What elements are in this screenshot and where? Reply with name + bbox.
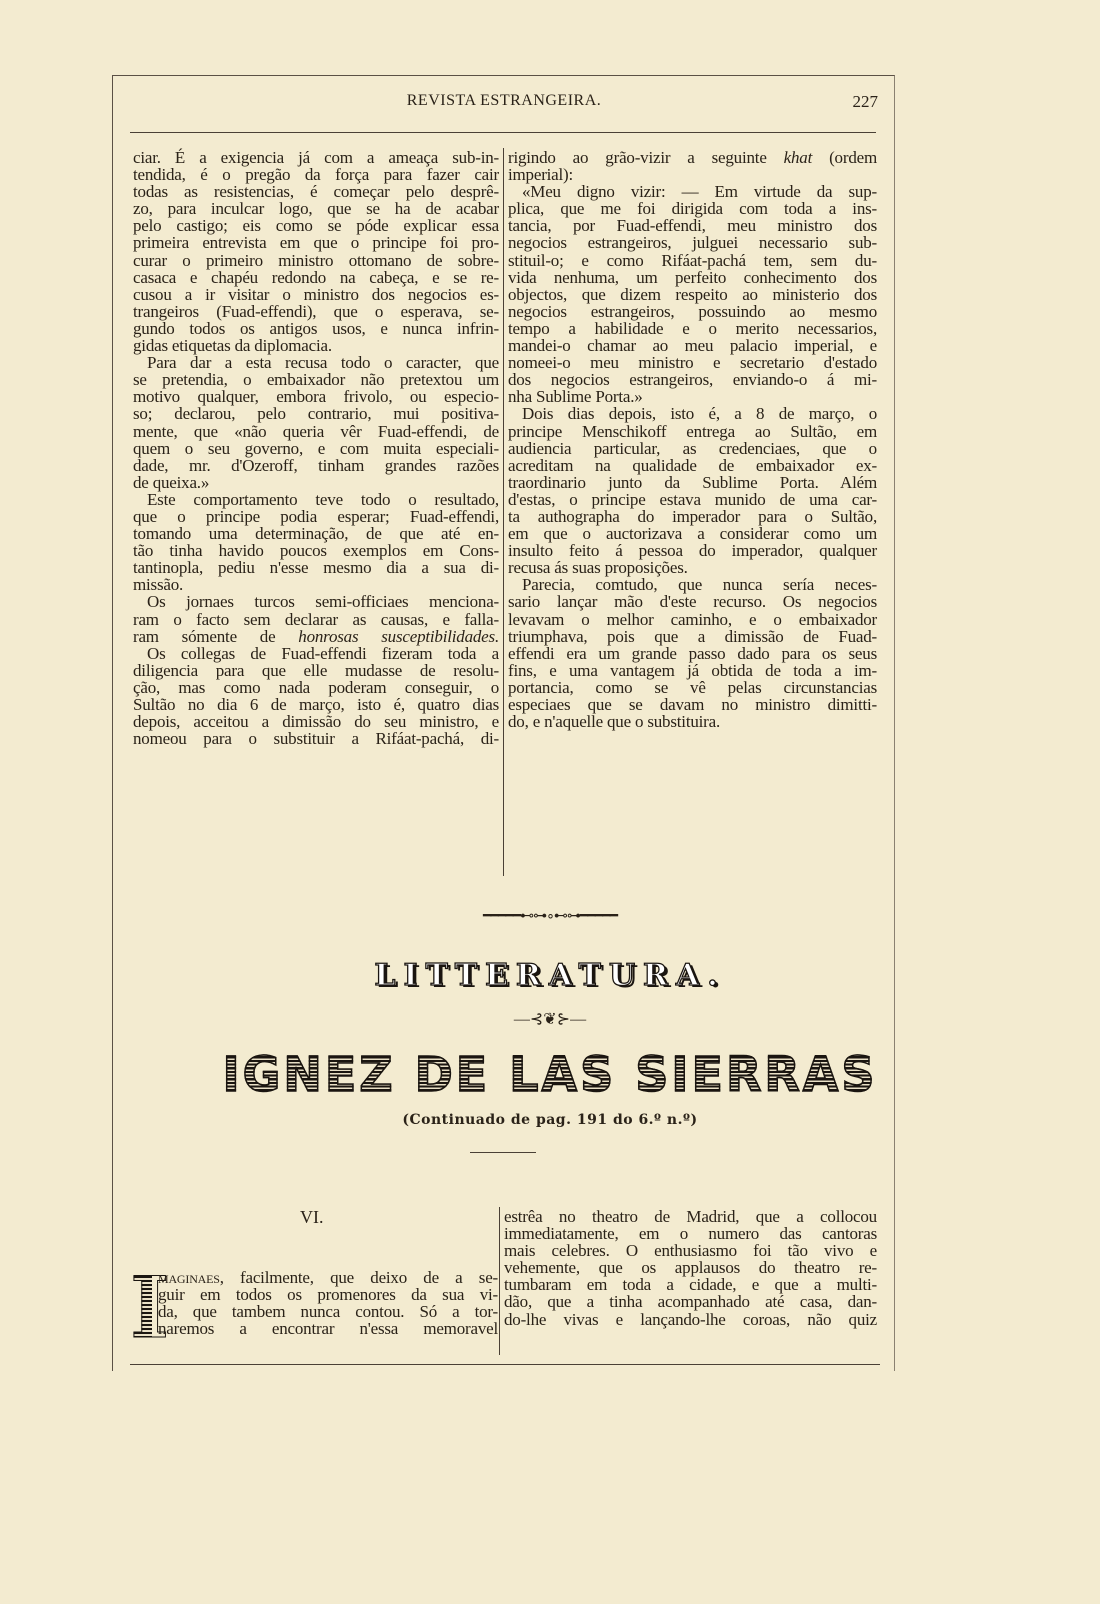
line-text: «Meu digno vizir: — Em virtude da sup-	[522, 182, 877, 202]
line-text: tão tinha havido poucos exemplos em Cons-	[133, 541, 499, 561]
line-text: d'estas, o principe estava munido de uma car-	[508, 489, 877, 509]
line-text: plica, que me foi dirigida com toda a ins-	[508, 199, 877, 219]
line-text: diligencia para que elle mudasse de resolu-	[133, 660, 499, 680]
line-text: naremos a encontrar n'essa memoravel	[158, 1319, 498, 1339]
text-line	[133, 730, 499, 747]
running-title: REVISTA ESTRANGEIRA.	[406, 92, 602, 109]
line-text: effendi era um grande passo dado para os seus	[508, 643, 877, 663]
text-line	[508, 696, 877, 713]
line-text: ção, mas como nada poderam conseguir, o	[133, 677, 499, 697]
text-line	[508, 337, 877, 354]
line-text: missão.	[133, 575, 184, 595]
text-line	[508, 149, 877, 166]
text-line	[508, 474, 877, 491]
divider-ornament: ━━━━━⊷⊶∘⊷⊶━━━━━	[482, 909, 618, 924]
text-line	[504, 1293, 877, 1310]
line-text: Para dar a esta recusa todo o caracter, que	[147, 353, 499, 373]
line-text: gundo todos os antigos usos, e nunca infrin-	[133, 318, 499, 338]
article-left-column	[133, 149, 499, 747]
text-line	[133, 628, 499, 645]
line-text: stituil-o; e como Rifáat-pachá tem, sem du-	[508, 250, 877, 270]
text-line	[504, 1208, 877, 1225]
text-line	[508, 508, 877, 525]
text-line	[508, 234, 877, 251]
text-line	[508, 611, 877, 628]
text-line	[133, 423, 499, 440]
story-right-column	[504, 1208, 877, 1328]
text-line	[133, 303, 499, 320]
text-line	[133, 217, 499, 234]
line-text: se pretendia, o embaixador não pretextou um	[133, 370, 499, 390]
text-line	[133, 542, 499, 559]
line-text: nha Sublime Porta.»	[508, 387, 643, 407]
line-text: curar o primeiro ministro ottomano de sobre-	[133, 250, 499, 270]
text-line	[133, 713, 499, 730]
text-line	[508, 166, 877, 183]
text-line	[508, 183, 877, 200]
text: maginaes	[158, 1268, 220, 1287]
line-text: mais celebres. O enthusiasmo foi tão vivo e	[504, 1241, 877, 1261]
line-text: tempo a habilidade e o merito necessarios,	[508, 318, 877, 338]
text-line	[508, 217, 877, 234]
text-line	[133, 440, 499, 457]
text-line	[504, 1259, 877, 1276]
line-text: audiencia particular, as credenciaes, que o	[508, 438, 877, 458]
line-text: negocios estrangeiros, julguei necessario sub-	[508, 233, 877, 253]
text-line	[133, 525, 499, 542]
subtitle-rule	[470, 1152, 536, 1153]
line-text: Sultão no dia 6 de março, isto é, quatro dias	[133, 695, 499, 714]
text-line	[504, 1225, 877, 1242]
text-line	[508, 269, 877, 286]
text-line	[133, 696, 499, 713]
text-line	[508, 713, 877, 730]
line-text: immediatamente, em o numero das cantoras	[504, 1224, 877, 1244]
text-line	[508, 679, 877, 696]
line-text: imperial):	[508, 165, 574, 185]
text-line	[133, 149, 499, 166]
line-text: ta authographa do imperador para o Sultão,	[508, 506, 877, 526]
text-line	[133, 354, 499, 371]
text-line	[133, 662, 499, 679]
line-text: Parecia, comtudo, que nunca sería neces-	[522, 575, 877, 595]
text-line	[504, 1311, 877, 1328]
text-line	[508, 457, 877, 474]
line-text: estrêa no theatro de Madrid, que a collocou	[504, 1207, 877, 1226]
line-text: tendida, é o pregão da força para fazer cair	[133, 165, 499, 185]
text-line	[133, 508, 499, 525]
text-line	[508, 320, 877, 337]
line-text: recusa ás suas proposições.	[508, 558, 688, 578]
line-text: especiaes que se davam no ministro dimitti-	[508, 695, 877, 714]
line-text: nomeei-o meu ministro e secretario d'estado	[508, 353, 877, 373]
line-text: quem o seu governo, e com muita especiali-	[133, 438, 499, 458]
line-text: trangeiros (Fuad-effendi), que o esperava, se-	[133, 301, 499, 321]
text-line	[508, 525, 877, 542]
text-line	[133, 645, 499, 662]
line-text: traordinario junto da Sublime Porta. Além	[508, 472, 877, 492]
line-text: motivo qualquer, embora frivolo, ou especio-	[133, 387, 499, 407]
italic-text: honrosas susceptibilidades.	[298, 626, 499, 646]
line-text: acreditam na qualidade de embaixador ex-	[508, 455, 877, 475]
line-text: insulto feito á pessoa do imperador, qualquer	[508, 541, 877, 561]
line-text: principe Menschikoff entrega ao Sultão, em	[508, 421, 877, 441]
line-text: rigindo ao grão-vizir a seguinte	[508, 148, 784, 167]
page-header	[130, 92, 878, 114]
text-line	[133, 183, 499, 200]
line-text: zo, para inculcar logo, que se ha de acabar	[133, 199, 499, 219]
text-line	[158, 1320, 498, 1337]
text-line	[158, 1303, 498, 1320]
text-line	[508, 645, 877, 662]
line-text: da, que tambem nunca contou. Só a tor-	[158, 1302, 498, 1322]
line-text: do, e n'aquelle que o substituira.	[508, 712, 721, 732]
text-line	[133, 269, 499, 286]
line-text: Os collegas de Fuad-effendi fizeram toda a	[147, 643, 499, 663]
text-line	[158, 1286, 498, 1303]
page-number: 227	[852, 92, 878, 111]
text-line	[508, 542, 877, 559]
line-text: ciar. É a exigencia já com a ameaça sub-in-	[133, 148, 499, 167]
line-text: dade, mr. d'Ozeroff, tinham grandes razões	[133, 455, 499, 475]
italic-text: khat	[783, 148, 813, 167]
story-column-divider	[499, 1207, 500, 1355]
line-text: vida nenhuma, um perfeito conhecimento dos	[508, 267, 877, 287]
line-text: depois, acceitou a dimissão do seu ministro, e	[133, 712, 499, 732]
text-line	[133, 457, 499, 474]
line-text: tumbaram em toda a cidade, e que a multi-	[504, 1275, 877, 1295]
line-text: portancia, como se vê pelas circunstancias	[508, 677, 877, 697]
text-line	[508, 576, 877, 593]
text-line	[133, 234, 499, 251]
text-line	[133, 593, 499, 610]
text-line	[508, 252, 877, 269]
line-text: em que o auctorizava a considerar como um	[508, 524, 877, 544]
line-text: dos negocios estrangeiros, enviando-o á mi-	[508, 370, 877, 390]
text-line	[508, 286, 877, 303]
text-line	[508, 423, 877, 440]
line-text: tancia, por Fuad-effendi, meu ministro dos	[508, 216, 877, 236]
line-text: do-lhe vivas e lançando-lhe coroas, não quiz	[504, 1309, 877, 1329]
text-line	[508, 440, 877, 457]
line-text: de queixa.»	[133, 472, 210, 492]
column-divider	[503, 148, 504, 876]
story-subtitle: (Continuado de pag. 191 do 6.º n.º)	[402, 1112, 698, 1128]
line-text: levavam o melhor caminho, e o embaixador	[508, 609, 877, 629]
title-ornament: —⊰❦⊱—	[513, 1011, 587, 1028]
text-line	[508, 405, 877, 422]
text-line	[508, 303, 877, 320]
line-text: triumphava, pois que a dimissão de Fuad-	[508, 626, 877, 646]
line-text: guir em todos os promenores da sua vi-	[158, 1285, 498, 1305]
line-text: cusou a ir visitar o ministro dos negocios es-	[133, 284, 499, 304]
text-line	[133, 491, 499, 508]
text-line	[508, 371, 877, 388]
text-line	[133, 252, 499, 269]
text-line	[508, 628, 877, 645]
text-line	[133, 337, 499, 354]
text-line	[133, 200, 499, 217]
line-text: fins, e uma vantagem já obtida de toda a im-	[508, 660, 877, 680]
text-line	[508, 593, 877, 610]
text-line	[133, 320, 499, 337]
text-line	[508, 354, 877, 371]
text-line	[133, 576, 499, 593]
bottom-rule	[130, 1364, 880, 1365]
chapter-number: VI.	[300, 1207, 324, 1227]
line-text: tantinopla, pediu n'esse mesmo dia a sua di-	[133, 558, 499, 578]
line-text: ram o facto sem declarar as causas, e falla-	[133, 609, 499, 629]
text-line	[133, 474, 499, 491]
text-line	[508, 662, 877, 679]
text-line	[133, 405, 499, 422]
text-line	[133, 679, 499, 696]
line-text: dão, que a tinha acompanhado até casa, dan-	[504, 1292, 877, 1312]
line-text: vehemente, que os applausos do theatro re-	[504, 1258, 877, 1278]
line-text: nomeou para o substituir a Rifáat-pachá, di-	[133, 729, 499, 749]
text-line	[504, 1242, 877, 1259]
line-text: primeira entrevista em que o principe foi pro-	[133, 233, 499, 253]
text: (ordem	[812, 148, 877, 167]
text-line	[133, 286, 499, 303]
line-text: mandei-o chamar ao meu palacio imperial, e	[508, 336, 877, 356]
line-text: Os jornaes turcos semi-officiaes menciona-	[147, 592, 499, 612]
line-text: objectos, que dizem respeito ao ministerio dos	[508, 284, 877, 304]
text-line	[508, 491, 877, 508]
line-text: so; declarou, pelo contrario, mui positiva-	[133, 404, 499, 424]
text-line	[508, 388, 877, 405]
article-right-column	[508, 149, 877, 730]
line-text: Este comportamento teve todo o resultado,	[147, 489, 499, 509]
text-line	[133, 611, 499, 628]
line-text: casaca e chapéu redondo na cabeça, e se re-	[133, 267, 499, 287]
story-title: IGNEZ DE LAS SIERRAS	[0, 1046, 1100, 1103]
text-line	[133, 371, 499, 388]
text-line	[504, 1276, 877, 1293]
line-text: sario lançar mão d'este recurso. Os negocios	[508, 592, 877, 612]
line-text: que o principe podia esperar; Fuad-effendi,	[133, 506, 499, 526]
line-text: pelo castigo; eis como se póde explicar essa	[133, 216, 499, 236]
text-line	[133, 388, 499, 405]
drop-cap: I	[130, 1258, 170, 1357]
line-text: mente, que «não queria vêr Fuad-effendi, de	[133, 421, 499, 441]
line-text: , facilmente, que deixo de a se-	[219, 1268, 498, 1287]
line-text: Dois dias depois, isto é, a 8 de março, o	[522, 404, 877, 424]
text-line	[133, 166, 499, 183]
text-line	[508, 200, 877, 217]
header-rule	[130, 132, 876, 133]
line-text: ram sómente de	[133, 626, 299, 646]
line-text: gidas etiquetas da diplomacia.	[133, 336, 332, 356]
line-text: todas as resistencias, é começar pelo desprê-	[133, 182, 499, 202]
line-text: tomando uma determinação, de que até en-	[133, 524, 499, 544]
line-text: negocios estrangeiros, possuindo ao mesmo	[508, 301, 877, 321]
section-title: LITTERATURA.	[374, 958, 726, 993]
text-line	[133, 559, 499, 576]
text-line	[508, 559, 877, 576]
text-line	[158, 1269, 498, 1286]
story-left-column	[158, 1269, 498, 1337]
